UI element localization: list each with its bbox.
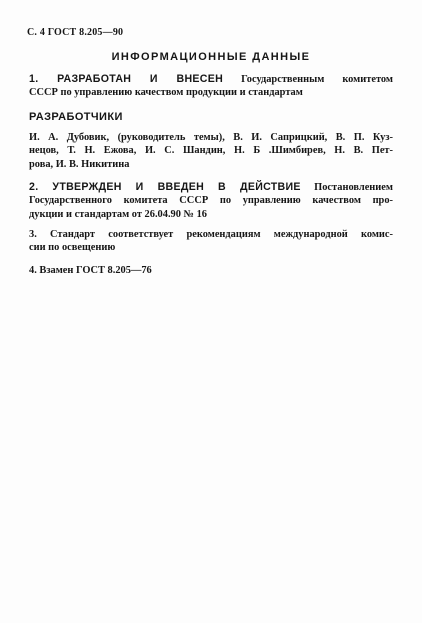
developers-list xyxy=(29,131,393,171)
item-1-line-2: СССР по управлению качеством продукции и стандартам xyxy=(29,87,303,99)
item-2-line-2: Государственного комитета СССР по управлению качеством про- xyxy=(29,195,393,207)
item-1-line-1 xyxy=(29,73,393,86)
developers-line-2: нецов, Т. Н. Ежова, И. С. Шандин, Н. Б .Шимбирев, Н. В. Пет- xyxy=(29,145,393,157)
item-3-line-1: 3. Стандарт соответствует рекомендациям международной комис- xyxy=(29,229,393,240)
item-2-lead: 2. УТВЕРЖДЕН И ВВЕДЕН В ДЕЙСТВИЕ xyxy=(29,181,301,193)
item-4-text: 4. Взамен ГОСТ 8.205—76 xyxy=(29,265,152,276)
developers-line-3: рова, И. В. Никитина xyxy=(29,158,130,170)
item-3 xyxy=(29,228,393,255)
item-2-line-3: дукции и стандартам от 26.04.90 № 16 xyxy=(29,208,207,220)
developers-heading: РАЗРАБОТЧИКИ xyxy=(29,111,123,123)
item-1-line-1-rest: Государственным комитетом xyxy=(241,74,394,85)
item-1-lead: 1. РАЗРАБОТАН И ВНЕСЕН xyxy=(29,73,224,85)
developers-line-1: И. А. Дубовик, (руководитель темы), В. И. Саприцкий, В. П. Куз- xyxy=(29,132,393,143)
item-2 xyxy=(29,181,393,221)
item-2-line-1 xyxy=(29,181,393,194)
item-4 xyxy=(29,264,393,277)
item-3-line-2: сии по освещению xyxy=(29,242,116,254)
section-title: ИНФОРМАЦИОННЫЕ ДАННЫЕ xyxy=(111,51,311,63)
page-header: С. 4 ГОСТ 8.205—90 xyxy=(27,27,124,38)
item-2-line-1-rest: Постановлением xyxy=(314,182,393,193)
item-1 xyxy=(29,73,393,100)
